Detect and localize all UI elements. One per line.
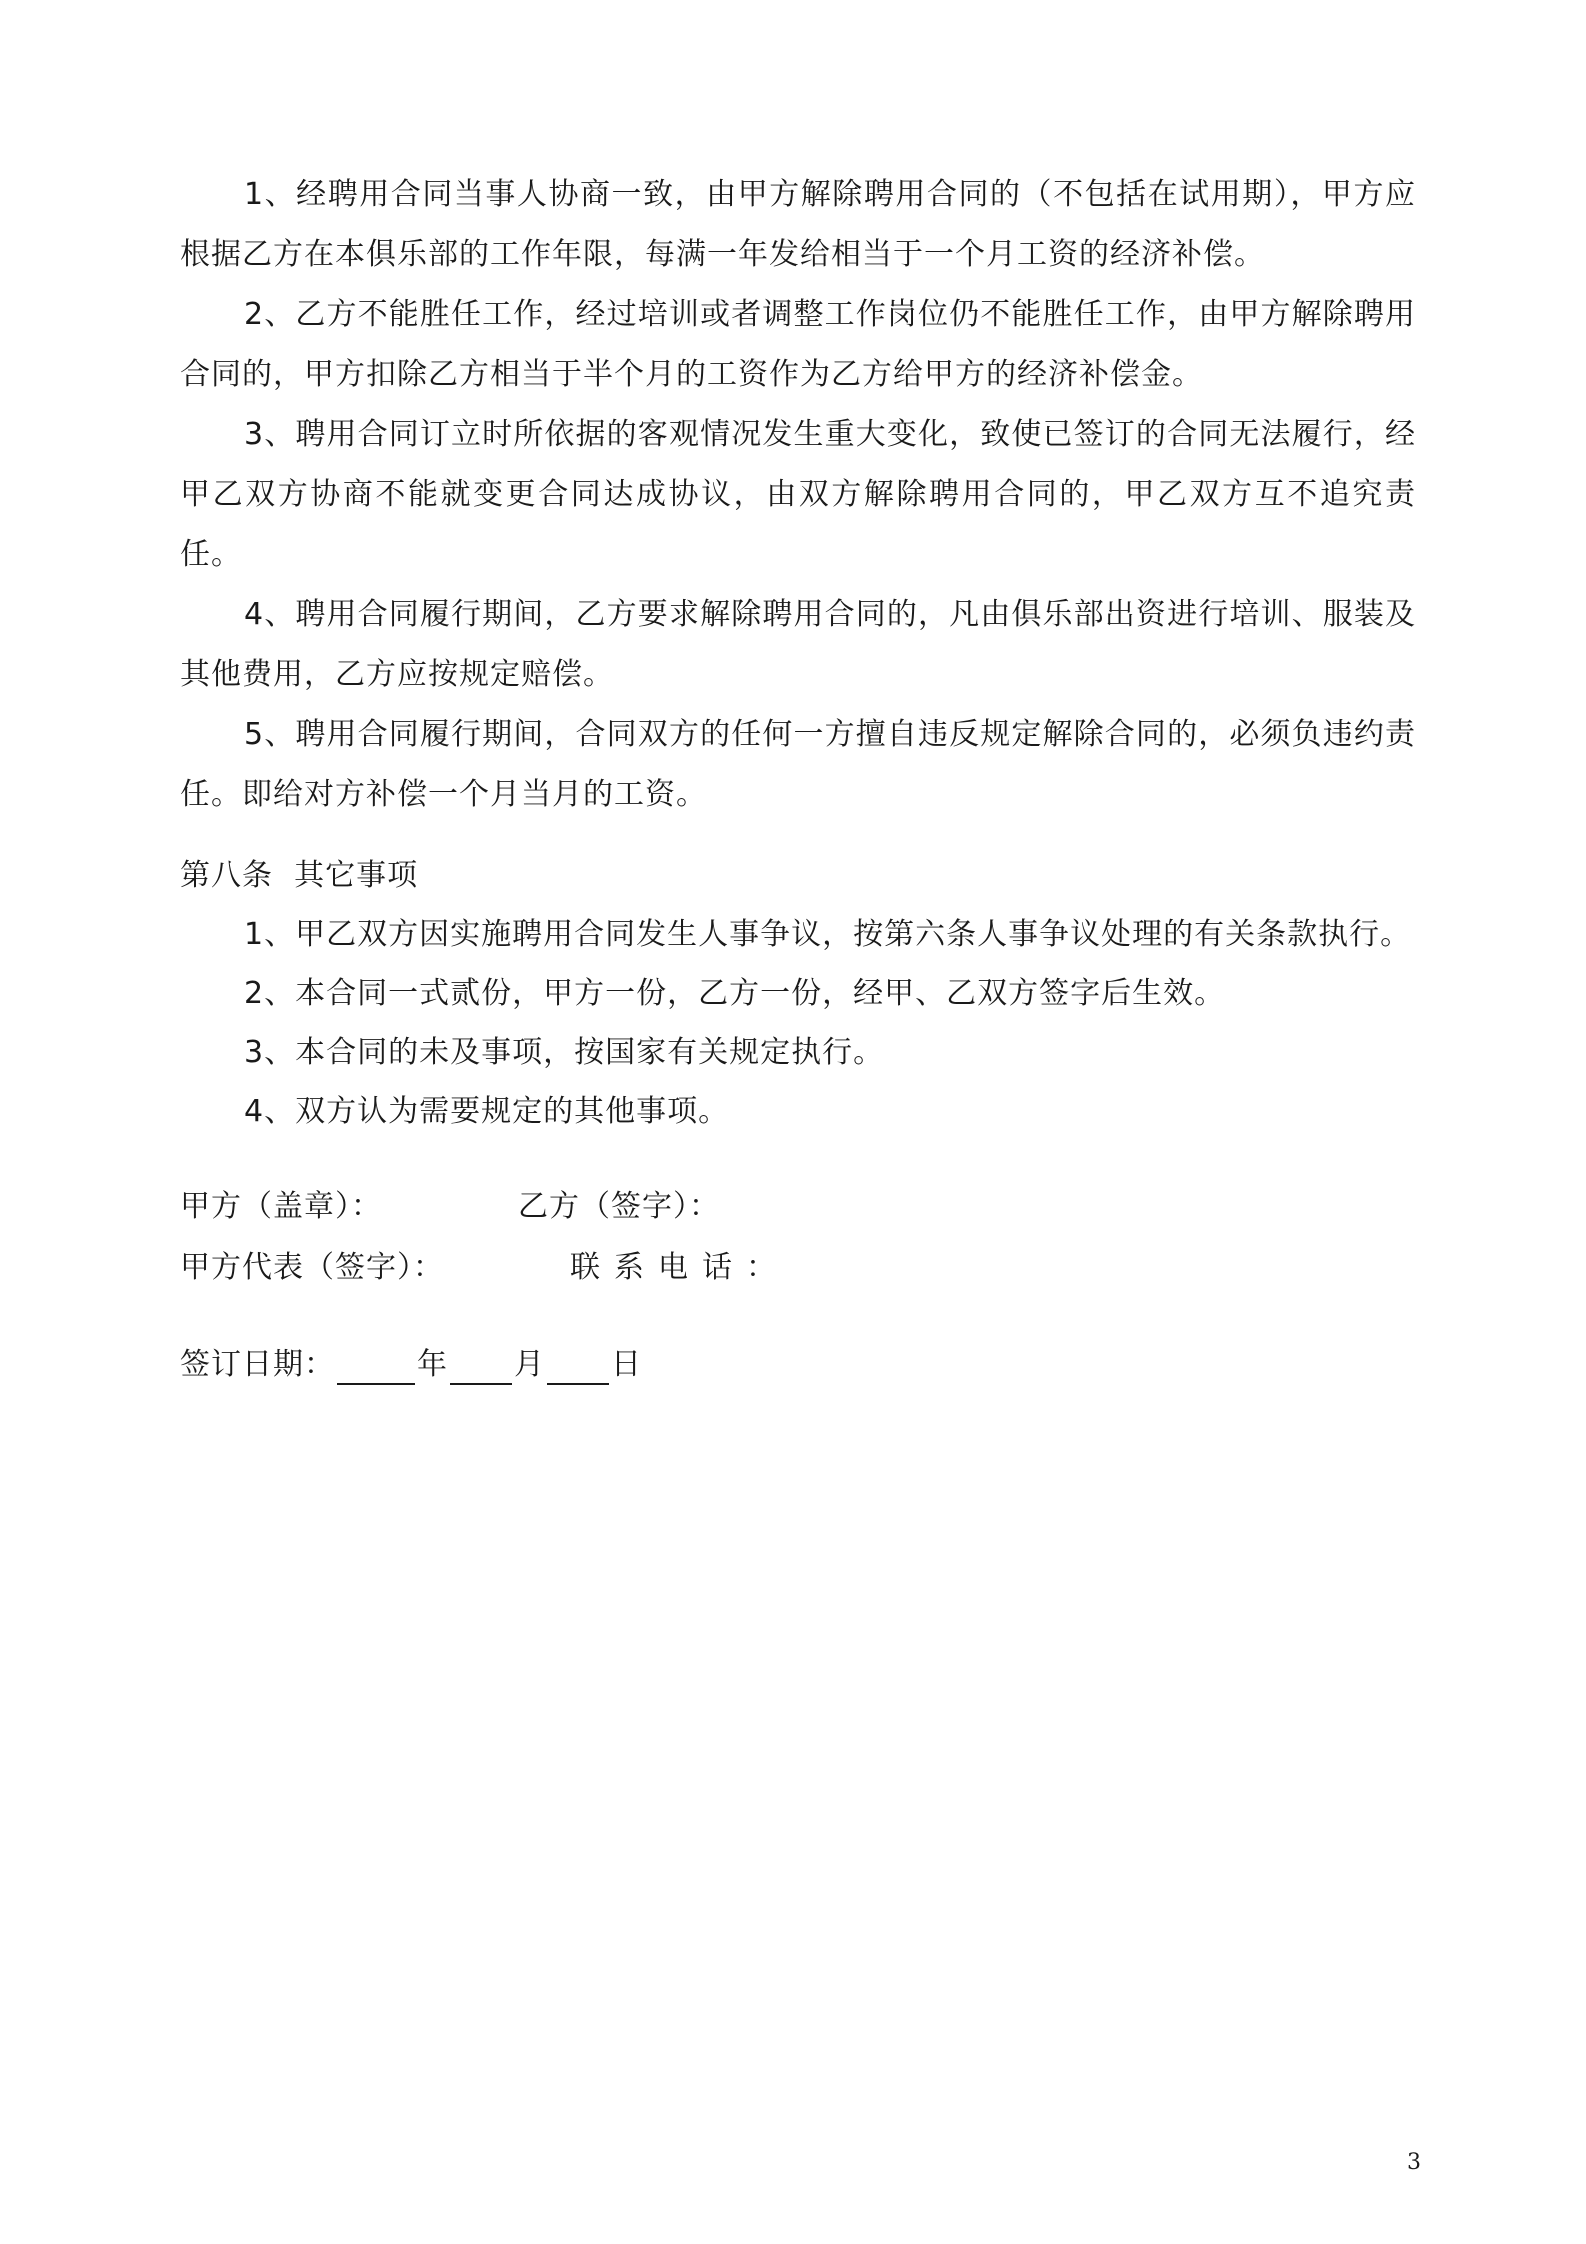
month-label: 月 xyxy=(514,1347,545,1382)
page-number: 3 xyxy=(1407,2150,1421,2175)
termination-clauses xyxy=(180,165,1416,825)
party-a-seal-label: 甲方（盖章）： xyxy=(180,1189,382,1224)
clause-2: 2、乙方不能胜任工作，经过培训或者调整工作岗位仍不能胜任工作，由甲方解除聘用合同的，甲方扣除乙方相当于半个月的工资作为乙方给甲方的经济补偿金。 xyxy=(180,297,1416,392)
section-8-title: 第八条 其它事项 xyxy=(180,858,419,893)
section-8-item-1: 1、甲乙双方因实施聘用合同发生人事争议，按第六条人事争议处理的有关条款执行。 xyxy=(244,917,1412,952)
section-8-item-3: 3、本合同的未及事项，按国家有关规定执行。 xyxy=(244,1035,885,1070)
clause-4: 4、聘用合同履行期间，乙方要求解除聘用合同的，凡由俱乐部出资进行培训、服装及其他费用，乙方应按规定赔偿。 xyxy=(180,597,1416,692)
signing-date xyxy=(180,1345,642,1385)
party-b-sign-label: 乙方（签字）： xyxy=(518,1189,720,1224)
party-a-rep-label: 甲方代表（签字）： xyxy=(180,1250,444,1285)
clause-1: 1、经聘用合同当事人协商一致，由甲方解除聘用合同的（不包括在试用期），甲方应根据乙方在本俱乐部的工作年限，每满一年发给相当于一个月工资的经济补偿。 xyxy=(180,177,1416,272)
year-label: 年 xyxy=(417,1347,448,1382)
signing-date-label: 签订日期： xyxy=(180,1347,335,1382)
phone-label: 联系电话： xyxy=(570,1250,790,1285)
month-blank xyxy=(450,1351,512,1385)
section-8-item-2: 2、本合同一式贰份，甲方一份，乙方一份，经甲、乙双方签字后生效。 xyxy=(244,976,1226,1011)
section-8 xyxy=(180,846,1416,1141)
clause-3: 3、聘用合同订立时所依据的客观情况发生重大变化，致使已签订的合同无法履行，经甲乙双方协商不能就变更合同达成协议，由双方解除聘用合同的，甲乙双方互不追究责任。 xyxy=(180,417,1416,572)
clause-5: 5、聘用合同履行期间，合同双方的任何一方擅自违反规定解除合同的，必须负违约责任。即给对方补偿一个月当月的工资。 xyxy=(180,717,1416,812)
year-blank xyxy=(337,1351,415,1385)
section-8-item-4: 4、双方认为需要规定的其他事项。 xyxy=(244,1094,730,1129)
day-label: 日 xyxy=(611,1347,642,1382)
day-blank xyxy=(547,1351,609,1385)
